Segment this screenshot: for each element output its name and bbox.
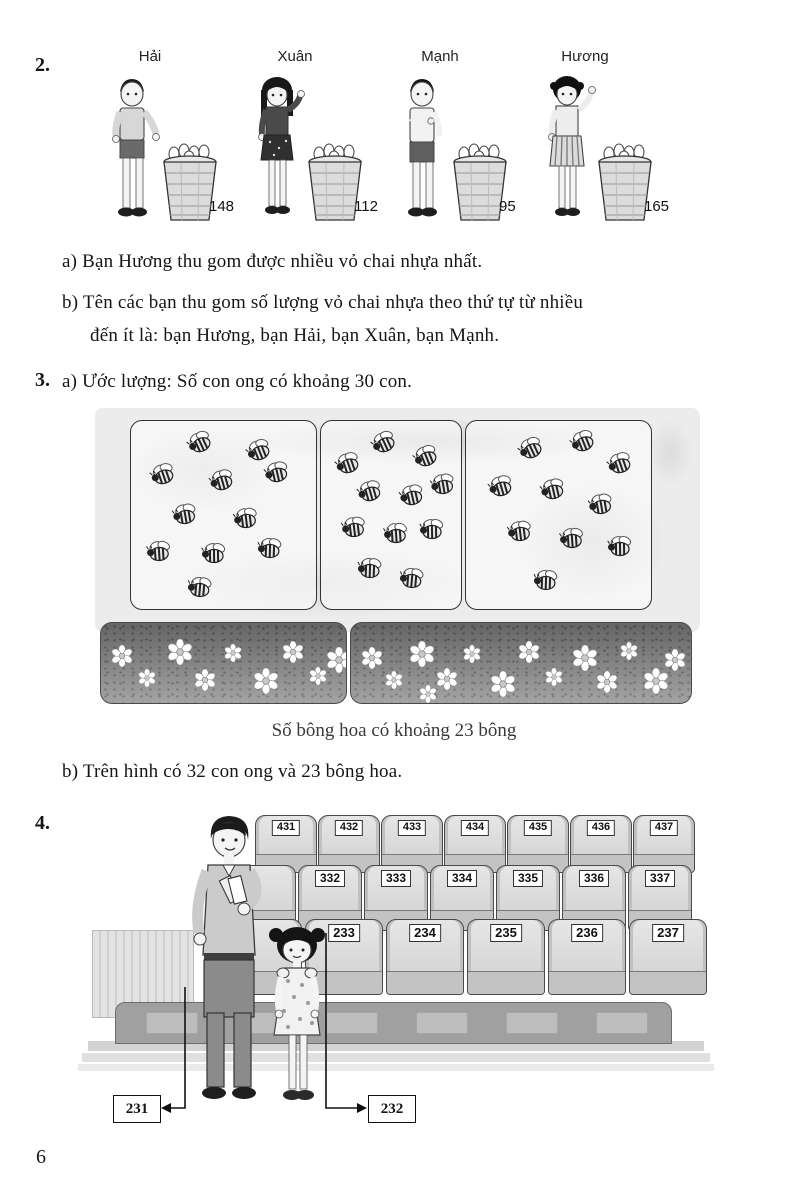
seat-236 (548, 919, 626, 995)
seat-number-plate: 336 (579, 870, 609, 887)
seat-number-plate: 234 (409, 924, 441, 942)
seat-number-plate: 333 (381, 870, 411, 887)
seat-number-plate: 435 (524, 820, 552, 836)
bee-icon (368, 426, 402, 459)
bee-panel-1 (130, 420, 317, 610)
seat-number-plate: 431 (272, 820, 300, 836)
bee-icon (186, 574, 214, 600)
child-name: Hải (138, 48, 162, 65)
bee-icon (586, 490, 616, 518)
seat-number-plate: 334 (447, 870, 477, 887)
seat-number-plate: 332 (315, 870, 345, 887)
bee-icon (505, 517, 534, 544)
bottle-count: 112 (354, 198, 378, 215)
flower-icon (138, 669, 156, 692)
seat-label-231: 231 (113, 1095, 161, 1123)
seat-237 (629, 919, 707, 995)
bee-icon (357, 556, 384, 581)
flower-icon (572, 645, 598, 676)
flower-box-1 (100, 622, 347, 704)
flower-icon (620, 642, 638, 665)
seat-number-plate: 335 (513, 870, 543, 887)
bee-icon (262, 458, 293, 487)
exercise4-number: 4. (35, 812, 50, 834)
floor-step (82, 1053, 710, 1062)
seat-number-plate: 236 (571, 924, 603, 942)
exercise2-illustration (95, 48, 725, 244)
flower-estimation-image (95, 620, 700, 704)
bee-icon (231, 504, 260, 531)
child-name: Mạnh (421, 48, 459, 65)
bottle-count: 148 (209, 198, 235, 215)
flower-caption: Số bông hoa có khoảng 23 bông (271, 720, 517, 741)
exercise3-answer-b: b) Trên hình có 32 con ong và 23 bông hoa. (62, 761, 403, 782)
flower-icon (282, 641, 304, 668)
child-figure (391, 74, 453, 226)
bottle-count: 95 (499, 198, 516, 215)
floor-step (78, 1064, 714, 1071)
flower-icon (194, 669, 216, 696)
bee-icon (603, 447, 635, 478)
seat-number-plate: 436 (587, 820, 615, 836)
bee-icon (397, 480, 428, 509)
bee-panel-3 (465, 420, 652, 610)
child-group-Mạnh (385, 48, 530, 244)
flower-icon (167, 639, 193, 670)
flower-icon (361, 647, 383, 674)
faded-seat-plate (506, 1012, 558, 1034)
exercise2-answer-a: a) Bạn Hương thu gom được nhiều vỏ chai nhựa nhất. (62, 251, 483, 272)
child-group-Xuân (240, 48, 385, 244)
child-figure (536, 74, 598, 226)
bee-icon (606, 534, 632, 558)
flower-icon (596, 671, 618, 698)
seat-cushion (468, 971, 544, 994)
flower-icon (309, 667, 327, 690)
flower-icon (490, 671, 516, 702)
exercise3-number: 3. (35, 369, 50, 391)
bee-icon (206, 465, 238, 495)
girl-drawing (258, 923, 336, 1105)
child-figure (246, 74, 308, 226)
bee-icon (201, 541, 227, 565)
bee-icon (410, 440, 443, 472)
bee-panel-2 (320, 420, 462, 610)
bee-icon (145, 539, 173, 565)
bee-icon (532, 567, 559, 592)
exercise3-answer-a: a) Ước lượng: Số con ong có khoảng 30 con. (62, 371, 413, 392)
flower-icon (664, 649, 686, 676)
bee-icon (382, 520, 410, 546)
seat-number-plate: 432 (335, 820, 363, 836)
bee-icon (183, 426, 217, 459)
seat-number-plate: 437 (650, 820, 678, 836)
flower-icon (545, 668, 563, 691)
seat-cushion (387, 971, 463, 994)
faded-seat-plate (416, 1012, 468, 1034)
seat-cushion (549, 971, 625, 994)
flower-icon (436, 668, 458, 695)
flower-icon (326, 647, 347, 678)
bee-icon (514, 432, 548, 465)
bee-icon (428, 470, 458, 498)
flower-icon (409, 641, 435, 672)
seat-number-plate: 337 (645, 870, 675, 887)
child-name: Hương (561, 48, 609, 65)
bee-icon (256, 535, 283, 560)
flower-icon (253, 668, 279, 699)
seat-234 (386, 919, 464, 995)
exercise2-number: 2. (35, 54, 50, 76)
child-name: Xuân (277, 48, 313, 65)
seat-number-plate: 237 (652, 924, 684, 942)
bee-icon (538, 475, 569, 504)
bee-icon (558, 525, 586, 551)
child-group-Hải (95, 48, 240, 244)
bee-icon (146, 459, 178, 490)
faded-seat-plate (596, 1012, 648, 1034)
seat-cushion (630, 971, 706, 994)
flower-icon (518, 641, 540, 668)
flower-icon (385, 671, 403, 694)
seat-number-plate: 235 (490, 924, 522, 942)
bee-icon (419, 517, 445, 541)
bee-icon (566, 425, 599, 457)
page-number: 6 (36, 1146, 46, 1168)
bee-icon (339, 514, 368, 541)
flower-icon (111, 645, 133, 672)
seat-number-plate: 233 (328, 924, 360, 942)
seat-label-232: 232 (368, 1095, 416, 1123)
seat-number-plate: 434 (461, 820, 489, 836)
girl-figure (258, 923, 336, 1105)
bottle-count: 165 (644, 198, 670, 215)
bee-icon (170, 500, 200, 528)
seat-number-plate: 433 (398, 820, 426, 836)
bee-icon (332, 447, 364, 478)
exercise2-answer-b-line2: đến ít là: bạn Hương, bạn Hải, bạn Xuân, bạn Mạnh. (90, 325, 500, 346)
flower-icon (463, 645, 481, 668)
flower-box-2 (350, 622, 692, 704)
exercise4-illustration (30, 805, 758, 1145)
flower-icon (224, 644, 242, 667)
exercise2-answer-b-line1: b) Tên các bạn thu gom số lượng vỏ chai nhựa theo thứ tự từ nhiều (62, 292, 584, 313)
flower-icon (419, 685, 437, 704)
seat-235 (467, 919, 545, 995)
child-group-Hương (530, 48, 675, 244)
bee-icon (355, 476, 387, 506)
bee-icon (485, 471, 517, 501)
child-figure (101, 74, 163, 226)
bee-icon (398, 565, 426, 591)
bee-estimation-image (95, 408, 700, 632)
